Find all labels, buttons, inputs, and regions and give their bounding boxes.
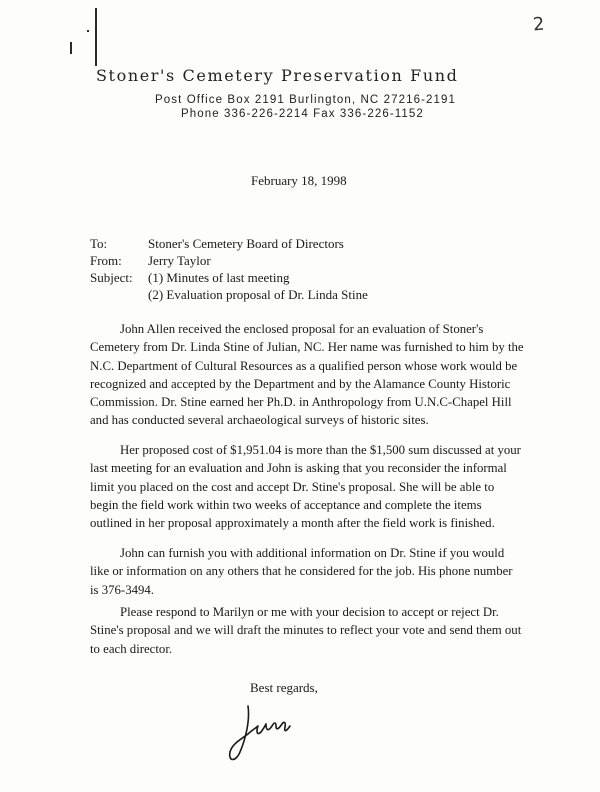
letter-date: February 18, 1998 <box>251 173 347 188</box>
letterhead-address: Post Office Box 2191 Burlington, NC 27216-2191 <box>155 94 456 106</box>
closing: Best regards, <box>250 680 318 695</box>
page-number: 2 <box>532 13 546 36</box>
margin-mark-top <box>95 8 97 66</box>
memo-subject-line-1: (1) Minutes of last meeting <box>148 270 290 285</box>
memo-from-label: From: <box>90 253 122 268</box>
memo-subject-label: Subject: <box>90 270 133 285</box>
memo-to-value: Stoner's Cemetery Board of Directors <box>148 236 344 251</box>
margin-mark-dot <box>87 30 89 32</box>
letterhead-title: Stoner's Cemetery Preservation Fund <box>96 66 459 85</box>
signature <box>226 700 306 770</box>
letterhead-contacts: Phone 336-226-2214 Fax 336-226-1152 <box>181 108 424 120</box>
memo-to-label: To: <box>90 236 108 251</box>
body-paragraph-2: Her proposed cost of $1,951.04 is more than the $1,500 sum discussed at your last meeting for an evaluation and John is asking that you reconsider the informal limit you placed on the cost and accept Dr. Stine's proposal. She will be able to begin the field work within two weeks of acceptance and complete the items outlined in her proposal approximately a month after the field work is finished. <box>90 443 521 531</box>
memo-subject-line-2: (2) Evaluation proposal of Dr. Linda Stine <box>148 287 368 302</box>
margin-mark-small <box>70 42 72 54</box>
body-paragraph-4: Please respond to Marilyn or me with your decision to accept or reject Dr. Stine's proposal and we will draft the minutes to reflect your vote and send them out to each director. <box>90 605 522 656</box>
body-paragraph-3: John can furnish you with additional information on Dr. Stine if you would like or information on any others that he considered for the job. His phone number is 376-3494. <box>90 546 513 597</box>
memo-from-value: Jerry Taylor <box>148 253 211 268</box>
body-paragraph-1: John Allen received the enclosed proposal for an evaluation of Stoner's Cemetery from Dr. Linda Stine of Julian, NC. Her name was furnished to him by the N.C. Department of Cultural Resources as a qualified person whose work would be recognized and accepted by the Department and by the Alamance County Historic Commission. Dr. Stine earned her Ph.D. in Anthropology from U.N.C-Chapel Hill and has conducted several archaeological surveys of historic sites. <box>90 322 524 428</box>
